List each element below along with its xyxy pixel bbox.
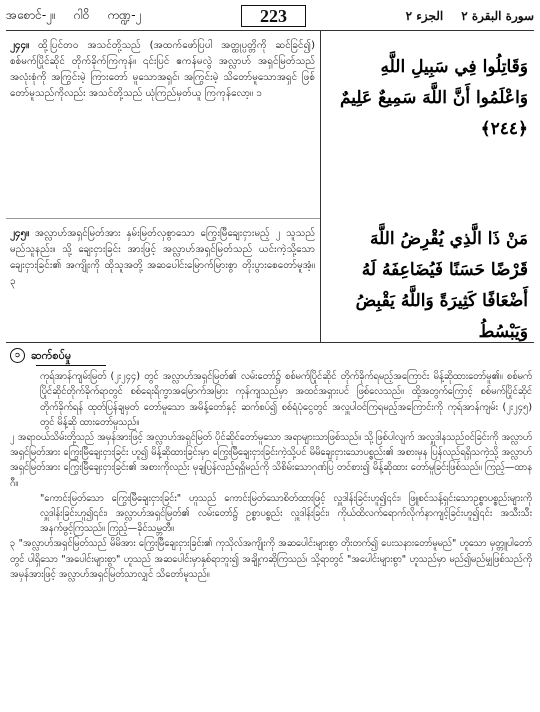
footnote-title-underline	[36, 365, 106, 366]
verse-244-number: ၂၄၄။	[10, 40, 30, 51]
page-number: 223	[241, 5, 306, 27]
verse-244-text: ထို့ပြင်တဝ အသင်တို့သည် (အထက်ဖော်ပြပါ အတ္ထုပ္ပတ္တိကို ဆင်ခြင်၍) စစ်မက်ပြိုင်ဆိုင် တိုက်ခိုက်ကြကုန်။ ၎င်းပြင် ဧကန်မလွဲ အလ္လာဟ် အရှင်မြတ်သည် အလုံးစုံကို အကြွင်းမဲ့ ကြားတော် မူသောအရှင်၊ အကြွင်းမဲ့ သိတော်မူသောအရှင် ဖြစ် တော်မူသည်ကိုလည်း အသင်တို့သည် ယုံကြည်မှတ်ယူ ကြကုန်လော့။ ၁	[10, 40, 315, 99]
verse-245-translation	[10, 226, 315, 290]
verse-245-text: အလ္လာဟ်အရှင်မြတ်အား နှမ်းမြတ်လှစွာသော ကြွေးမြီချေးငှားမည့် ၂ သူသည် မည်သူနည်း။ သို့ ချေးငှားခြင်း အားဖြင့် အလ္လာဟ်အရှင်မြတ်သည် ယင်းကဲ့သို့သောချေးငှားခြင်း၏ အကျိုးကို ထိုသူအတို့ အဆပေါင်းမြောက်မြားစွာ တိုးပွားစေတော်မူအံ့။ ၃	[10, 228, 316, 287]
page-header	[6, 4, 534, 28]
footnote-paragraph: ၂ အရာဝယ်သိမ်းတို့သည် အမှန်အားဖြင့် အလ္လာဟ်အရှင်မြတ် ပိုင်ဆိုင်တော်မူသော အရာများသာဖြစ်သည်။ သို့ဖြစ်ပါလျက် အလှူဒါနသည်ဝင်ခြင်းကို အလ္လာဟ်အရှင်မြတ်အား ကြွေးမြီချေးငှားခြင်း ဟူ၍ မိန့်ဆိုထားခြင်းမှာ ကြွေးမြီချေးငှားခြင်းကဲ့သို့ပင် မိမိချေးငှားသောပစ္စည်း၏ အစားမှန ပြန်လည်ရရှိသကဲ့သို့ အလ္လာဟ်အရှင်မြတ်အား ကြွေးမြီချေးငှားခြင်း၏ အစားကိုလည်း မုချပြန်လည်ရရှိမည်ကို သိစိမ်းသောဂုဏ်ပြ တင်စား၍ မိန့်ဆိုထား တော်မူခြင်းဖြစ်သည်။ ကြည့်—ထာနဂီ။	[10, 432, 532, 489]
verse-245-number: ၂၄၅။	[10, 228, 30, 239]
juz-label: الجزء ٢	[405, 9, 444, 23]
footnotes-section	[10, 348, 532, 582]
footnote-paragraph: ကုရ်အာန်ကျမ်းမြတ် (၂း၂၄၄) တွင် အလ္လာဟ်အရှင်မြတ်၏ လမ်းတော်၌ စစ်မက်ပြိုင်ဆိုင် တိုက်ခိုက်ရမည့်အကြောင်း မိန့်ဆိုထားတော်မူ၏။ စစ်မက်ပြိုင်ဆိုင်တိုက်ခိုက်ရာတွင် စစ်ရေးရိက္ခာအမြောက်အမြား ကုန်ကျသည်မှာ အထင်အရှားပင် ဖြစ်လေသည်။ ထို့အတွက်ကြောင့် စစ်မက်ပြိုင်ဆိုင် တိုက်ခိုက်ရန် ထုတ်ပြန်ချမှတ် တော်မူသော အမိန့်တော်နှင့် ဆက်စပ်၍ စစ်ရံပုံငွေတွင် အလှူပါဝင်ကြရမည့်အကြောင်းကို ကုရ်အာန်ကျမ်း (၂း၂၄၅) တွင် မိန့်ဆို ထားတော်မူသည်။	[40, 371, 532, 428]
header-rule	[6, 30, 534, 31]
verse-244-translation	[10, 38, 315, 102]
footnote-heading	[10, 348, 532, 363]
column-divider	[320, 30, 321, 342]
footnote-paragraph: "ကောင်းမြတ်သော ကြွေးမြီချေးငှားခြင်း" ဟူသည် ကောင်းမြတ်သောစိတ်ထားဖြင့် လှူဒါန်းခြင်းဟူ၍၎င်း၊ ဖြူစင်သန့်ရှင်းသောဥစ္စာပစ္စည်းများကို လှူဒါန်းခြင်းဟူ၍၎င်း၊ အလ္လာဟ်အရှင်မြတ်၏ လမ်းတော်၌ ဥစ္စာပစ္စည်း လှူဒါန်းခြင်း၊ ကိုယ်ထိလက်ရောက်လိုက်နာကျင့်ခြင်းဟူ၍၎င်း အသီးသီးအနက်ဖွင့်ကြသည်။ ကြည့်—ခိုင်သမ္ဘတီ။	[40, 492, 532, 535]
section-label: ဂါဝိ	[73, 8, 90, 22]
header-right	[406, 9, 534, 23]
part-label: ကဏ္ဍ-၂	[107, 8, 142, 22]
footnote-rule	[6, 342, 534, 343]
footnote-number: ၁	[10, 348, 25, 363]
verse-244-arabic: وَقَاتِلُوا فِي سَبِيلِ اللَّهِ وَاعْلَمُوا أَنَّ اللَّهَ سَمِيعٌ عَلِيمٌ ﴿٢٤٤﴾	[339, 57, 528, 139]
header-left	[6, 7, 141, 25]
chapter-label: အစောင်-၂။	[6, 8, 56, 22]
footnote-paragraph: ၃ "အလ္လာဟ်အရှင်မြတ်သည် မိမိအား ကြွေးမြီချေးငှားခြင်း၏ ကုသိုလ်အကျိုးကို အဆပေါင်းများစွာ တိုးတက်၍ ပေးသနားတော်မူမည်" ဟူသော မှတ္တူပါတော်တွင် ပါရှိသော "အပေါင်းများစွာ" ဟူသည် အဆပေါင်းမှာနှစ်ရာဘူး၍ အချို့ကဆိုကြသည်၊ သို့ရာတွင် "အပေါင်းများစွာ" ဟူသည်မှာ မည်၍မည်မျှဖြစ်သည်ကို အမှန်အားဖြင့် အလ္လာဟ်အရှင်မြတ်သာလျှင် သိတော်မူသည်။	[10, 538, 532, 580]
footnote-title: ဆက်စပ်မှု	[31, 349, 72, 362]
verse-divider	[6, 218, 320, 219]
verse-245-arabic: مَنْ ذَا الَّذِي يُقْرِضُ اللَّهَ قَرْضًا حَسَنًا فَيُضَاعِفَهُ لَهُ أَضْعَافًا كَثِيرَةً وَاللَّهُ يَقْبِضُ وَيَبْسُطُ	[355, 229, 528, 342]
surah-label: سورة البقرة ٢	[461, 9, 534, 23]
